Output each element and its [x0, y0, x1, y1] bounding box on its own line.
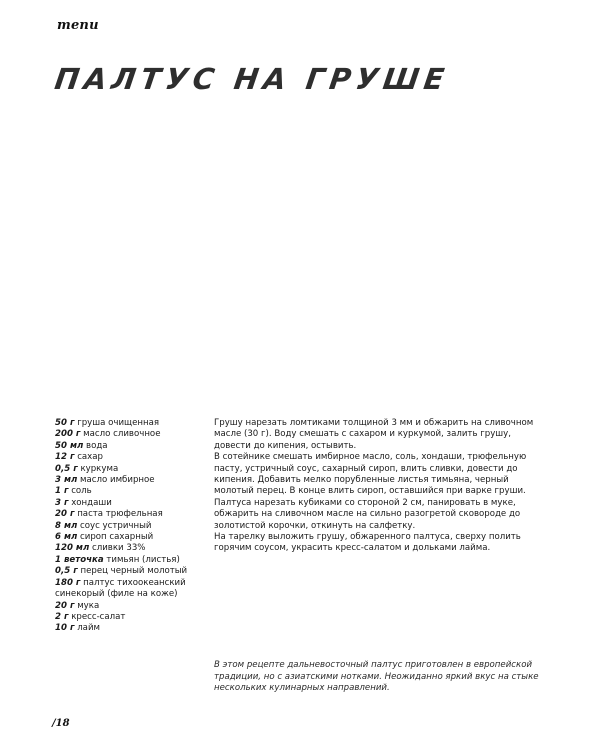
ingredient-name: вода — [86, 440, 108, 451]
ingredient-item — [55, 612, 205, 623]
ingredient-name: паста трюфельная — [77, 509, 163, 520]
ingredient-item — [55, 566, 205, 577]
ingredient-qty: 3 г — [55, 497, 69, 508]
ingredient-qty: 50 мл — [55, 440, 84, 451]
ingredient-name: тимьян (листья) — [106, 554, 180, 565]
ingredient-qty: 10 г — [55, 623, 75, 634]
ingredient-item — [55, 509, 205, 520]
ingredient-name: груша очищенная — [77, 418, 160, 428]
ingredient-item — [55, 601, 205, 612]
ingredient-name: сливки 33% — [91, 543, 146, 554]
ingredient-qty: 2 г — [55, 611, 69, 622]
method-step: На тарелку выложить грушу, обжаренного палтуса, сверху полить горячим соусом, украсить кресс-салатом и дольками лайма. — [214, 532, 521, 554]
recipe-title: ПАЛТУС НА ГРУШЕ — [52, 62, 452, 96]
ingredient-name: мука — [77, 600, 100, 611]
ingredient-qty: 1 г — [55, 486, 69, 497]
ingredient-item — [55, 498, 205, 509]
ingredient-qty: 1 веточка — [55, 554, 104, 565]
ingredient-item — [55, 429, 205, 440]
ingredient-qty: 0,5 г — [55, 566, 78, 577]
ingredient-qty: 6 мл — [55, 532, 78, 543]
ingredient-qty: 120 мл — [55, 543, 90, 554]
ingredient-item — [55, 521, 205, 532]
ingredient-item — [55, 475, 205, 486]
ingredient-name: перец черный молотый — [80, 566, 188, 577]
chef-note: В этом рецепте дальневосточный палтус приготовлен в европейской традиции, но с азиатскими нотками. Неожиданно яркий вкус на стыке нескольких кулинарных направлений. — [214, 660, 539, 694]
ingredient-qty: 12 г — [55, 452, 75, 463]
ingredient-item — [55, 441, 205, 452]
ingredients-list — [55, 418, 205, 635]
ingredient-name: хондаши — [71, 497, 112, 508]
method-step: Палтуса нарезать кубиками со стороной 2 см, панировать в муке, обжарить на сливочном масле на сильно разогретой сковороде до золотистой корочки, откинуть на салфетку. — [214, 497, 521, 531]
method-text — [214, 418, 546, 555]
ingredient-qty: 3 мл — [55, 475, 78, 486]
ingredient-name: куркума — [80, 463, 119, 474]
ingredient-qty: 200 г — [55, 429, 81, 440]
ingredient-qty: 0,5 г — [55, 463, 78, 474]
ingredient-name: масло сливочное — [83, 429, 161, 440]
method-step: В сотейнике смешать имбирное масло, соль, хондаши, трюфельную пасту, устричный соус, сахарный сироп, влить сливки, довести до кипения. Добавить мелко порубленные листья тимьяна, черный молотый перец. В конце влить сироп, оставшийся при варке груши. — [214, 452, 527, 497]
ingredient-item — [55, 486, 205, 497]
ingredient-qty: 20 г — [55, 600, 75, 611]
ingredient-item — [55, 464, 205, 475]
ingredient-name: сахар — [77, 452, 103, 463]
ingredient-item — [55, 452, 205, 463]
page-number: /18 — [52, 718, 70, 729]
ingredient-item — [55, 543, 205, 554]
method-step: Грушу нарезать ломтиками толщиной 3 мм и обжарить на сливочном масле (30 г). Воду смешать с сахаром и куркумой, залить грушу, довести до кипения, остывить. — [214, 418, 534, 451]
ingredient-item — [55, 555, 205, 566]
ingredient-name: кресс-салат — [71, 611, 126, 622]
ingredient-qty: 20 г — [55, 509, 75, 520]
ingredient-qty: 180 г — [55, 577, 81, 588]
ingredient-name: соль — [71, 486, 92, 497]
section-label: menu — [57, 18, 99, 33]
ingredient-name: палтус тихоокеанский синекорый (филе на коже) — [55, 577, 186, 600]
ingredient-item — [55, 532, 205, 543]
ingredient-name: соус устричный — [80, 520, 152, 531]
ingredient-name: масло имбирное — [80, 475, 155, 486]
ingredient-item — [55, 578, 205, 601]
ingredient-name: лайм — [77, 623, 101, 634]
ingredient-qty: 50 г — [55, 418, 75, 428]
ingredient-name: сироп сахарный — [80, 532, 154, 543]
ingredient-qty: 8 мл — [55, 520, 78, 531]
ingredient-item — [55, 418, 205, 429]
ingredient-item — [55, 623, 205, 634]
